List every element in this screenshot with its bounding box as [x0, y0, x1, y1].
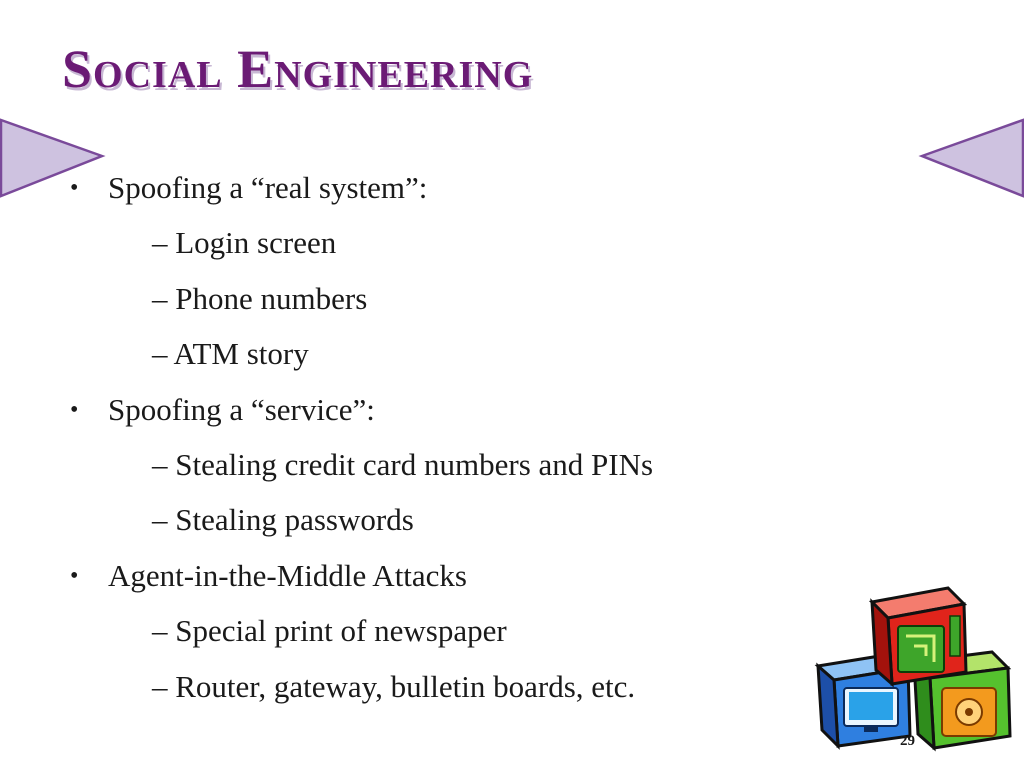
bullet-dot: • — [70, 562, 79, 589]
sub-bullet-text: – Stealing passwords — [152, 502, 414, 538]
bullet-item — [66, 556, 653, 611]
bullet-text: Spoofing a “real system”: — [108, 170, 428, 205]
bullet-text: Agent-in-the-Middle Attacks — [108, 557, 467, 593]
sub-bullet-item — [66, 667, 653, 722]
sub-bullet-text: – Router, gateway, bulletin boards, etc. — [152, 668, 636, 704]
page-number: 29 — [900, 733, 915, 749]
bullet-item — [66, 168, 653, 223]
sub-bullet-item — [66, 500, 653, 555]
sub-bullet-item — [66, 611, 653, 666]
toy-blocks-computer-icon — [814, 584, 1020, 754]
sub-bullet-text: – Phone numbers — [152, 280, 368, 316]
bullet-dot: • — [70, 396, 79, 423]
sub-bullet-item — [66, 223, 653, 278]
sub-bullet-text: – Special print of newspaper — [152, 613, 507, 649]
sub-bullet-item — [66, 334, 653, 389]
slide-title: Social Engineering — [62, 39, 534, 99]
sub-bullet-text: – Login screen — [152, 225, 337, 261]
triangle-pointer-left-icon — [918, 116, 1024, 200]
sub-bullet-item — [66, 445, 653, 500]
bullet-dot: • — [70, 175, 79, 201]
red-block-icon — [872, 588, 966, 684]
bullet-text: Spoofing a “service”: — [108, 391, 375, 427]
bullet-item — [66, 390, 653, 445]
sub-bullet-item — [66, 279, 653, 334]
bullet-list — [66, 168, 653, 722]
sub-bullet-text: – ATM story — [152, 336, 309, 372]
sub-bullet-text: – Stealing credit card numbers and PINs — [152, 446, 654, 482]
